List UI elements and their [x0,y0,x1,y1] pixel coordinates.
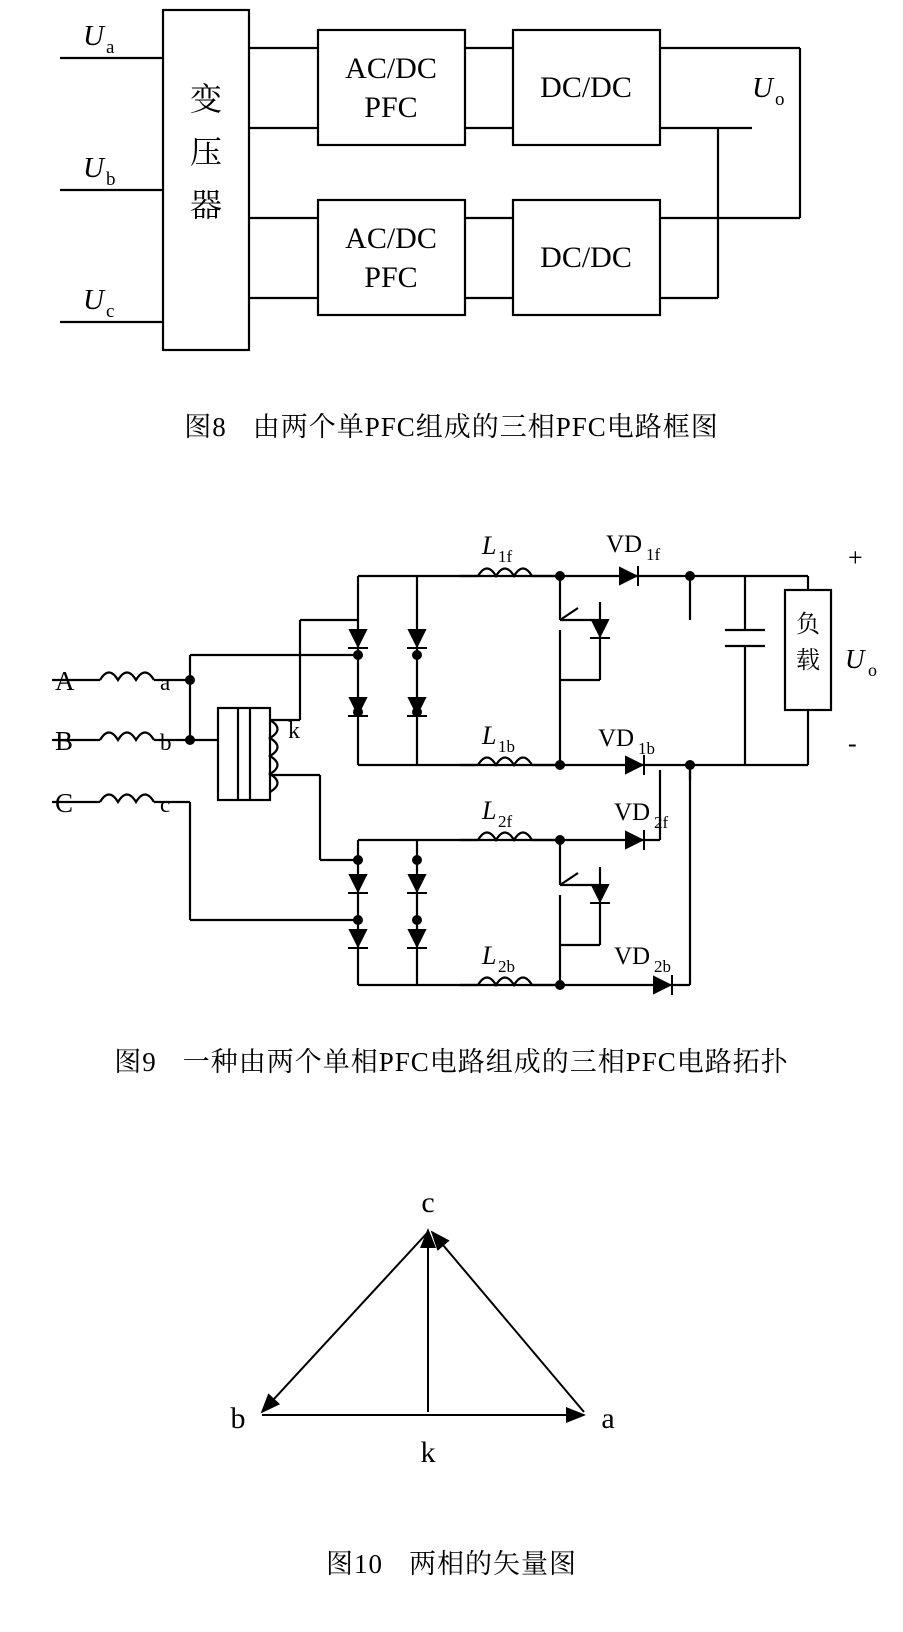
figure-10-diagram [0,1150,903,1550]
inductor-coil-c [100,795,154,803]
label-phase-C: C [55,788,74,818]
block-label-acdc1-line1: AC/DC [345,52,437,85]
inductor-L2b [478,978,532,986]
diode-VD1f [620,568,636,584]
junction-16 [185,735,195,745]
transformer-block [163,10,249,350]
inductor-L1f [478,569,532,577]
block-label-acdc1-line2: PFC [364,91,418,124]
label-VD2f-sub: 2f [654,813,669,832]
label-VD1f-sub: 1f [646,545,661,564]
label-node-k: k [288,718,300,744]
label-VD1f: VD [606,531,643,558]
figure-9-caption-number: 图9 [114,1047,157,1077]
figure-8 [0,0,903,380]
junction-15 [185,675,195,685]
junction-1 [353,650,363,660]
bridge1-diode-2 [409,630,425,646]
label-Uo-sub: o [775,89,785,110]
sw1-diag [560,608,578,620]
junction-14 [685,760,695,770]
figure-10 [0,1150,903,1550]
bridge2-diode-2 [409,875,425,891]
junction-3 [353,707,363,717]
label-node-a-fig10: a [601,1402,615,1435]
label-L1b-sub: 1b [498,737,515,756]
figure-8-caption-text: 由两个单PFC组成的三相PFC电路框图 [252,412,719,442]
inductor-L2f [478,833,532,841]
label-Ub-sub: b [106,169,116,190]
junction-4 [412,707,422,717]
label-VD2b: VD [614,943,651,970]
body-diode-2 [592,885,608,901]
figure-9 [0,520,903,1020]
figure-10-caption [0,1542,903,1581]
junction-12 [555,980,565,990]
label-VD1b-sub: 1b [638,739,655,758]
figure-9-caption-text: 一种由两个单相PFC电路组成的三相PFC电路拓扑 [182,1047,789,1077]
figure-9-caption [0,1040,903,1079]
label-node-b: b [160,730,172,755]
label-VD1b: VD [598,725,635,752]
label-Ua-sub: a [106,37,115,58]
diode-VD2f [626,832,642,848]
bridge2-diode-4 [409,930,425,946]
junction-5 [353,915,363,925]
inductor-coil-a [100,673,154,681]
label-phase-B: B [55,726,74,756]
inductor-L1b [478,758,532,766]
junction-11 [555,835,565,845]
junction-8 [412,855,422,865]
figure-9-diagram [0,520,903,1020]
label-L1f: L [482,531,497,560]
label-L2f-sub: 2f [498,812,513,831]
figure-8-diagram [0,0,903,380]
figure-8-caption-number: 图8 [184,412,227,442]
label-L1b: L [482,721,497,750]
block-label-acdc2-line1: AC/DC [345,222,437,255]
label-L2b-sub: 2b [498,957,515,976]
vector-c-to-b [262,1232,428,1412]
label-VD2f: VD [614,799,651,826]
junction-6 [412,915,422,925]
label-node-a: a [160,670,171,695]
transformer-secondary-coil [270,720,278,792]
bridge2-diode-1 [350,875,366,891]
label-node-c: c [160,792,171,817]
label-L1f-sub: 1f [498,547,513,566]
label-Uc: U [83,284,104,316]
diode-VD2b [654,977,670,993]
body-diode-1 [592,620,608,636]
block-acdc-pfc-1 [318,30,465,145]
transformer-core-box [218,708,270,800]
label-Uo-fig9: U [845,644,865,674]
label-Ub: U [83,152,104,184]
label-Uo-fig9-sub: o [868,660,877,680]
label-Uc-sub: c [106,301,115,322]
label-polarity-minus: - [848,729,857,758]
label-VD2b-sub: 2b [654,957,671,976]
label-Ua: U [83,20,104,52]
label-node-k-fig10: k [420,1436,436,1469]
block-label-dcdc1: DC/DC [540,71,632,104]
bridge1-diode-1 [350,630,366,646]
load-label-2: 载 [796,648,820,674]
transformer-label-2: 压 [189,134,223,170]
diode-VD1b [626,757,642,773]
vector-a-to-c [432,1232,584,1412]
sw2-diag [560,873,578,885]
label-phase-A: A [55,666,75,696]
label-node-c-fig10: c [421,1186,435,1219]
label-L2b: L [482,941,497,970]
load-label-1: 负 [796,612,820,638]
junction-13 [685,571,695,581]
figure-8-caption [0,405,903,444]
label-polarity-plus: + [848,543,863,572]
junction-7 [353,855,363,865]
transformer-label-1: 变 [189,81,223,117]
block-acdc-pfc-2 [318,200,465,315]
junction-10 [555,760,565,770]
junction-2 [412,650,422,660]
figure-10-caption-text: 两相的矢量图 [409,1549,577,1579]
figure-10-caption-number: 图10 [326,1549,383,1579]
inductor-coil-b [100,733,154,741]
label-node-b-fig10: b [230,1402,246,1435]
bridge2-diode-3 [350,930,366,946]
block-label-acdc2-line2: PFC [364,261,418,294]
label-Uo: U [752,72,773,104]
transformer-label-3: 器 [189,187,223,223]
junction-9 [555,571,565,581]
block-label-dcdc2: DC/DC [540,241,632,274]
label-L2f: L [482,796,497,825]
